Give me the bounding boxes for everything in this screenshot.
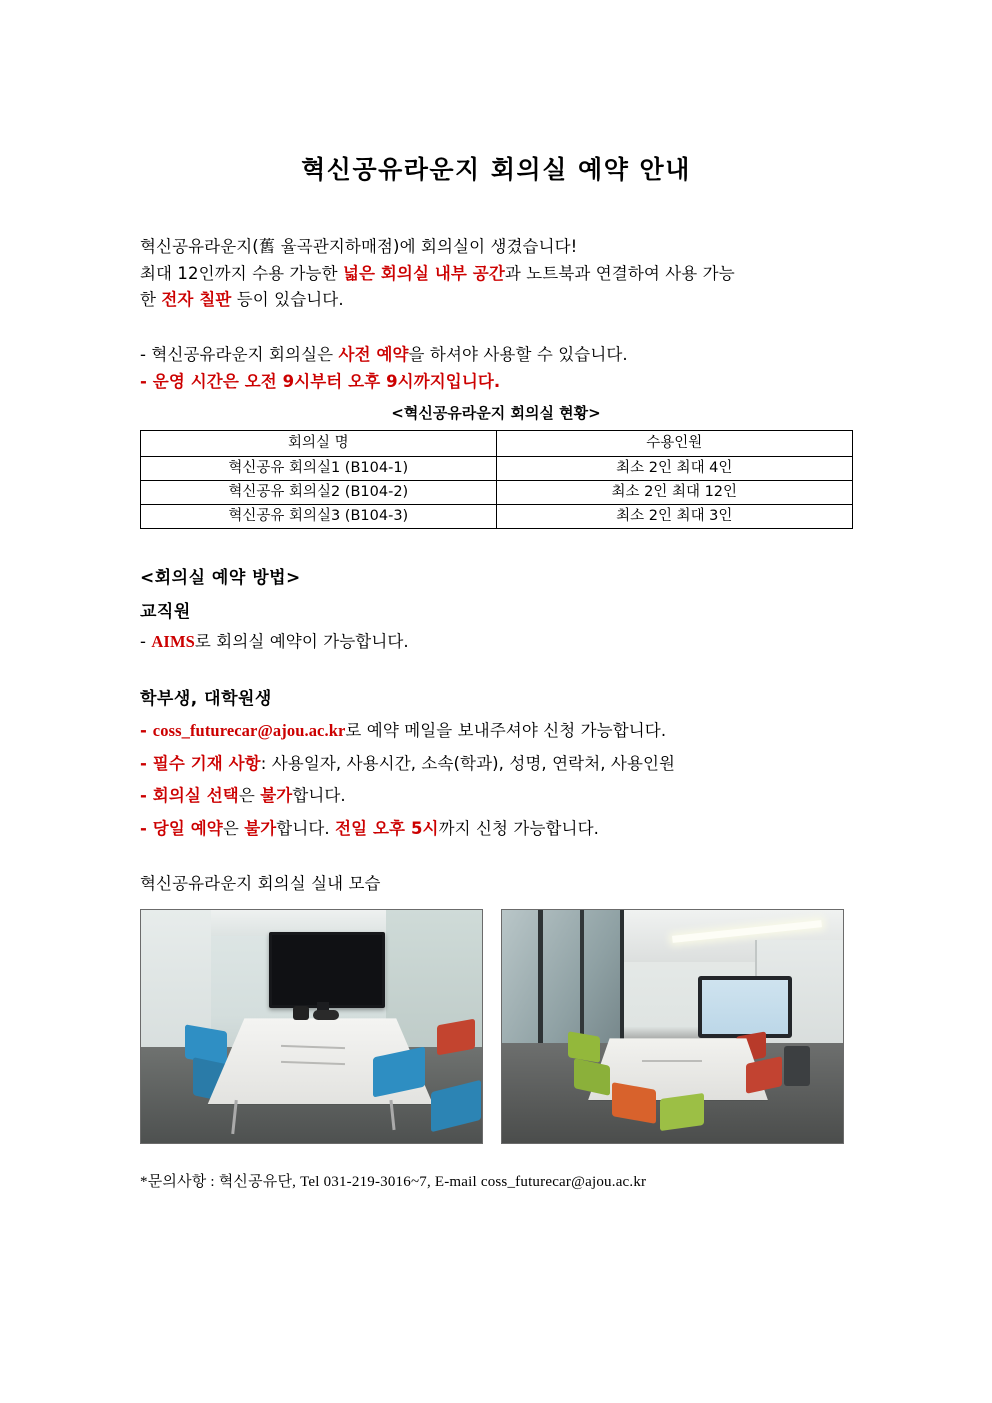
- notice-item-1: [140, 342, 852, 369]
- webcam-device: [293, 1006, 309, 1020]
- intro-line-2-b: 과 노트북과 연결하여 사용 가능: [504, 263, 735, 283]
- students-item-3-highlight-2: 불가: [260, 786, 293, 806]
- students-item-2-prefix: -: [140, 753, 153, 773]
- students-item-1-suffix: 로 예약 메일을 보내주셔야 신청 가능합니다.: [345, 720, 667, 740]
- notice-2-highlight: 운영 시간: [152, 371, 223, 391]
- spacer: [140, 622, 852, 629]
- students-item-1: [140, 718, 852, 745]
- notice-2-suffix: 입니다.: [445, 371, 501, 391]
- rooms-table: [140, 430, 853, 530]
- display-screen: [269, 932, 385, 1008]
- notice-1-prefix: - 혁신공유라운지 회의실은: [140, 345, 339, 365]
- staff-label: 교직원: [140, 602, 191, 623]
- spacer: [140, 656, 852, 684]
- photo-gallery: [140, 909, 852, 1144]
- intro-line-1: [140, 234, 852, 261]
- staff-item-suffix: 로 회의실 예약이 가능합니다.: [194, 632, 409, 652]
- table-cell-capacity: 최소 2인 최대 4인: [496, 456, 852, 480]
- table-header-row: [141, 430, 853, 456]
- spacer: [140, 588, 852, 597]
- students-item-4-prefix: -: [140, 818, 153, 838]
- table-header-capacity: 수용인원: [496, 430, 852, 456]
- chair-green: [660, 1093, 704, 1131]
- notice-2-mid: 은: [222, 371, 245, 391]
- notice-item-2: [140, 369, 852, 396]
- staff-item-highlight: AIMS: [151, 632, 195, 652]
- students-label: 학부생, 대학원생: [140, 688, 272, 709]
- students-item-2-suffix: : 사용일자, 사용시간, 소속(학과), 성명, 연락처, 사용인원: [260, 753, 676, 773]
- intro-line-3-highlight: 전자 칠판: [161, 290, 232, 310]
- students-item-4-highlight-2: 불가: [244, 818, 277, 838]
- notice-2-prefix: -: [140, 371, 153, 391]
- notice-1-suffix: 을 하셔야 사용할 수 있습니다.: [408, 345, 628, 365]
- intro-line-2-a: 최대 12인까지 수용 가능한: [140, 263, 343, 283]
- speaker-device: [313, 1010, 339, 1020]
- spacer: [140, 314, 852, 342]
- students-item-1-highlight: coss_futurecar@ajou.ac.kr: [152, 720, 346, 740]
- students-item-1-prefix: -: [140, 720, 153, 740]
- table-cell-room-name: 혁신공유 회의실1 (B104-1): [141, 456, 497, 480]
- chair-dark: [784, 1046, 810, 1086]
- spacer: [140, 709, 852, 718]
- table-row: [141, 456, 853, 480]
- table-cell-room-name: 혁신공유 회의실2 (B104-2): [141, 480, 497, 504]
- students-item-4-mid-2: 합니다.: [276, 818, 336, 838]
- table-header-room-name: 회의실 명: [141, 430, 497, 456]
- meeting-room-photo-left: [140, 909, 483, 1144]
- students-item-3: [140, 783, 852, 810]
- students-item-3-prefix: -: [140, 786, 153, 806]
- table-row: [141, 504, 853, 528]
- page-title: 혁신공유라운지 회의실 예약 안내: [301, 155, 691, 184]
- intro-line-2-highlight: 넓은 회의실 내부 공간: [342, 263, 505, 283]
- students-item-2-highlight: 필수 기재 사항: [152, 753, 261, 773]
- students-item-3-mid: 은: [238, 786, 261, 806]
- students-item-3-highlight: 회의실 선택: [152, 786, 239, 806]
- table-cell-capacity: 최소 2인 최대 3인: [496, 504, 852, 528]
- intro-line-3: [140, 287, 852, 314]
- spacer: [140, 529, 852, 563]
- students-item-4: [140, 816, 852, 843]
- intro-line-1-text: 혁신공유라운지(舊 율곡관지하매점)에 회의실이 생겼습니다!: [140, 237, 578, 256]
- notice-2-highlight-2: 오전 9시부터 오후 9시까지: [244, 371, 446, 391]
- staff-item-prefix: -: [140, 632, 152, 652]
- meeting-room-photo-right: [501, 909, 844, 1144]
- intro-line-2: [140, 261, 852, 288]
- photos-caption: 혁신공유라운지 회의실 실내 모습: [140, 873, 381, 893]
- table-seam: [642, 1060, 702, 1062]
- students-item-4-highlight: 당일 예약: [152, 818, 223, 838]
- table-cell-room-name: 혁신공유 회의실3 (B104-3): [141, 504, 497, 528]
- staff-item: [140, 629, 852, 656]
- electronic-whiteboard: [698, 976, 792, 1038]
- students-item-4-suffix: 까지 신청 가능합니다.: [438, 818, 599, 838]
- table-cell-capacity: 최소 2인 최대 12인: [496, 480, 852, 504]
- spacer: [140, 843, 852, 871]
- table-row: [141, 480, 853, 504]
- howto-heading: <회의실 예약 방법>: [140, 568, 301, 589]
- students-item-2: [140, 751, 852, 778]
- contact-note: *문의사항 : 혁신공유단, Tel 031-219-3016~7, E-mail coss_futurecar@ajou.ac.kr: [140, 1174, 647, 1191]
- intro-line-3-a: 한: [140, 290, 162, 310]
- notice-1-highlight: 사전 예약: [338, 345, 409, 365]
- intro-line-3-b: 등이 있습니다.: [231, 290, 344, 310]
- students-item-4-mid: 은: [222, 818, 245, 838]
- students-item-3-suffix: 합니다.: [292, 786, 346, 806]
- students-item-4-highlight-3: 전일 오후 5시: [335, 818, 439, 838]
- table-caption: <혁신공유라운지 회의실 현황>: [391, 403, 601, 422]
